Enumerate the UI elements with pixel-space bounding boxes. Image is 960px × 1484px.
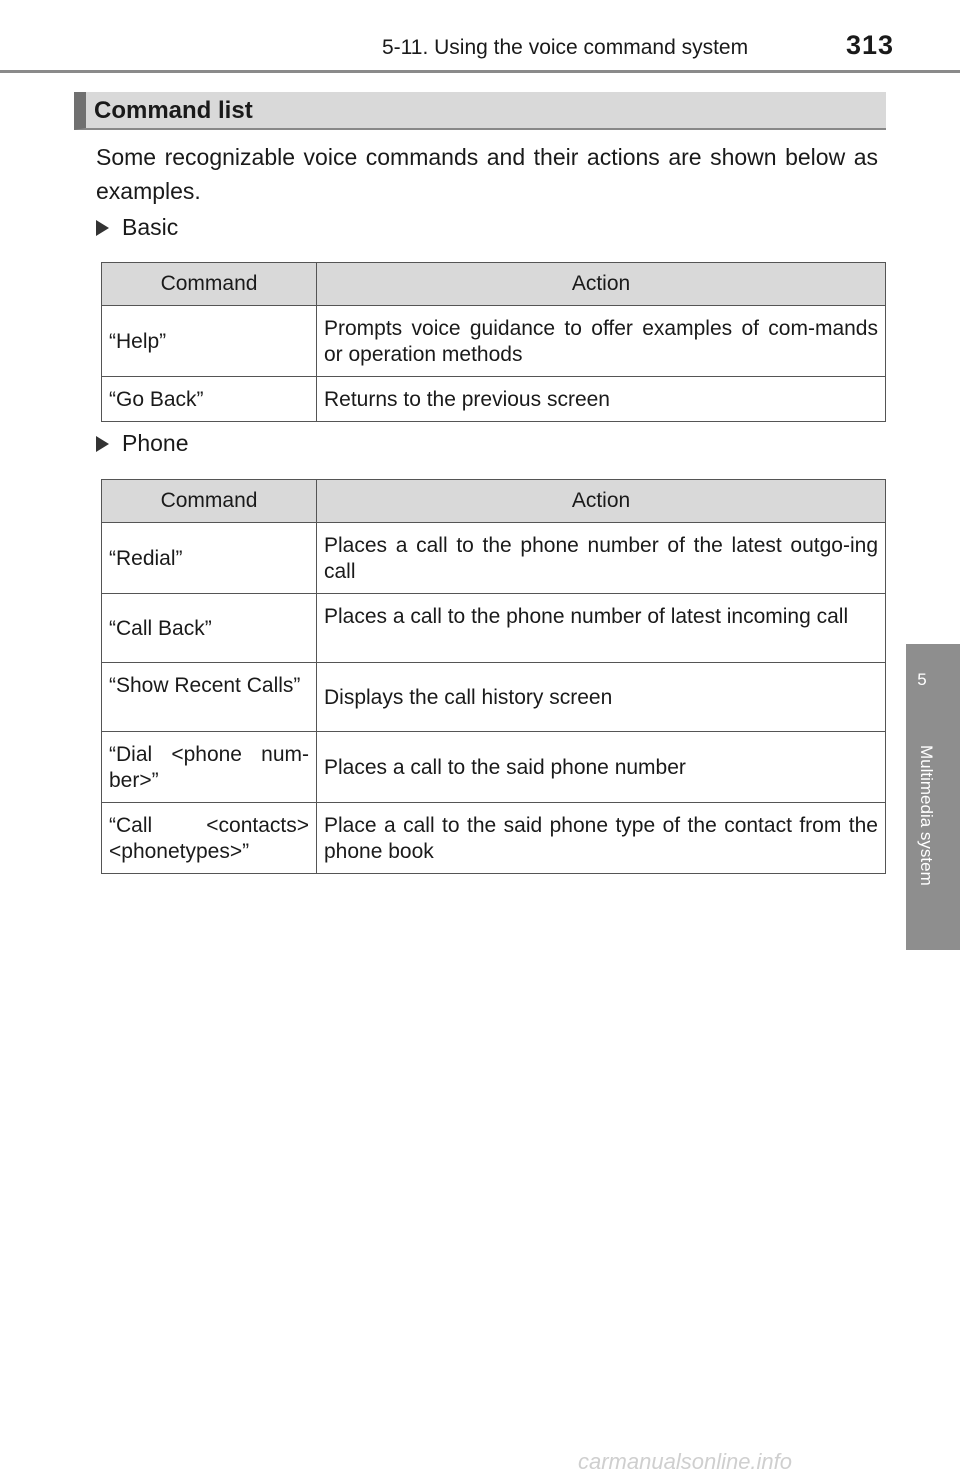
command-cell: “Show Recent Calls” xyxy=(102,663,317,732)
action-cell: Places a call to the said phone number xyxy=(317,732,886,803)
phone-command-table xyxy=(101,479,886,874)
table-row xyxy=(102,523,886,594)
watermark: carmanualsonline.info xyxy=(578,1449,793,1474)
table-row xyxy=(102,377,886,422)
section-title: Command list xyxy=(94,97,253,124)
column-header-action: Action xyxy=(317,480,886,523)
action-cell: Places a call to the phone number of latest incoming call xyxy=(317,594,886,663)
command-cell: “Dial <phone num-ber>” xyxy=(102,732,317,803)
page-number: 313 xyxy=(846,30,895,60)
table-row xyxy=(102,732,886,803)
chapter-label-container xyxy=(906,745,946,935)
column-header-command: Command xyxy=(102,480,317,523)
command-cell: “Help” xyxy=(102,306,317,377)
phone-heading-label: Phone xyxy=(122,430,189,456)
table-row xyxy=(102,306,886,377)
intro-paragraph: Some recognizable voice commands and their actions are shown below as examples. xyxy=(96,144,878,204)
action-cell: Displays the call history screen xyxy=(317,663,886,732)
action-cell: Returns to the previous screen xyxy=(317,377,886,422)
chapter-label: Multimedia system xyxy=(917,745,936,886)
basic-command-table xyxy=(101,262,886,422)
action-cell: Place a call to the said phone type of the contact from the phone book xyxy=(317,803,886,874)
action-cell: Places a call to the phone number of the latest outgo-ing call xyxy=(317,523,886,594)
command-cell: “Call <contacts> <phonetypes>” xyxy=(102,803,317,874)
command-cell: “Go Back” xyxy=(102,377,317,422)
table-header-row xyxy=(102,480,886,523)
action-cell: Prompts voice guidance to offer examples of com-mands or operation methods xyxy=(317,306,886,377)
column-header-command: Command xyxy=(102,263,317,306)
chapter-title: 5-11. Using the voice command system xyxy=(382,36,749,59)
command-cell: “Call Back” xyxy=(102,594,317,663)
table-row xyxy=(102,594,886,663)
table-header-row xyxy=(102,263,886,306)
basic-heading xyxy=(96,214,178,241)
basic-heading-label: Basic xyxy=(122,214,179,240)
triangle-bullet-icon xyxy=(96,436,109,452)
column-header-action: Action xyxy=(317,263,886,306)
header-divider xyxy=(0,70,960,73)
triangle-bullet-icon xyxy=(96,220,109,236)
table-row xyxy=(102,663,886,732)
chapter-number: 5 xyxy=(917,670,927,689)
command-cell: “Redial” xyxy=(102,523,317,594)
phone-heading xyxy=(96,430,189,457)
table-row xyxy=(102,803,886,874)
